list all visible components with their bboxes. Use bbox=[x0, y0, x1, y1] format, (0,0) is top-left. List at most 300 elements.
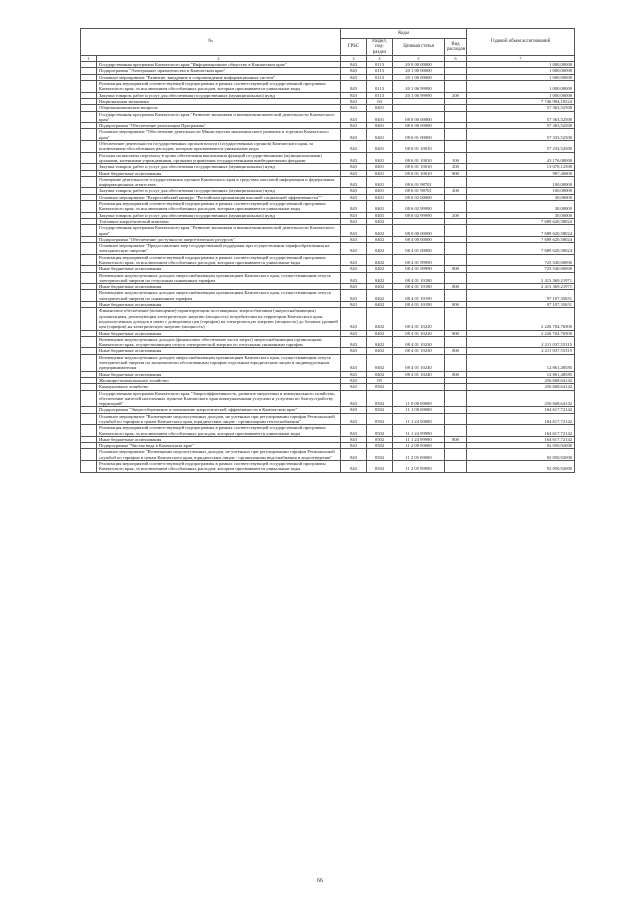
row-target-cell: 20 1 00 00000 bbox=[393, 68, 445, 74]
row-index-cell bbox=[81, 449, 97, 461]
row-target-cell: 08 4 01 00000 bbox=[393, 243, 445, 255]
table-row bbox=[81, 225, 575, 237]
row-target-cell: 20 1 06 99990 bbox=[393, 92, 445, 98]
row-amount-cell: 7 689 620,58024 bbox=[467, 225, 575, 237]
header-amount: Годовой объем ассигнований bbox=[467, 29, 575, 56]
col-num-6: 6 bbox=[445, 55, 467, 61]
row-index-cell bbox=[81, 461, 97, 473]
row-exp-type-cell bbox=[445, 425, 467, 437]
row-target-cell: 08 6 01 10010 bbox=[393, 152, 445, 164]
row-exp-type-cell bbox=[445, 413, 467, 425]
row-index-cell bbox=[81, 425, 97, 437]
row-index-cell bbox=[81, 176, 97, 188]
row-target-cell: 08 4 01 10240 bbox=[393, 354, 445, 371]
row-grbs-cell: 843 bbox=[341, 152, 367, 164]
row-amount-cell: 1 000,00000 bbox=[467, 81, 575, 93]
row-amount-cell: 92 050,92000 bbox=[467, 443, 575, 449]
header-number: № bbox=[81, 29, 341, 56]
row-index-cell bbox=[81, 152, 97, 164]
table-row bbox=[81, 413, 575, 425]
row-index-cell bbox=[81, 201, 97, 213]
row-index-cell bbox=[81, 272, 97, 284]
row-section-cell: 04 bbox=[367, 98, 393, 104]
row-name-cell: Подпрограмма "Электронное правительство в Камчатском крае" bbox=[97, 68, 341, 74]
row-amount-cell: 2 413 369,21971 bbox=[467, 284, 575, 290]
row-name-cell: Закупка товаров, работ и услуг для обеспечения государственных (муниципальных) нужд bbox=[97, 164, 341, 170]
table-row bbox=[81, 290, 575, 302]
row-exp-type-cell: 800 bbox=[445, 436, 467, 442]
row-exp-type-cell bbox=[445, 176, 467, 188]
row-amount-cell: 100,00000 bbox=[467, 176, 575, 188]
row-grbs-cell: 843 bbox=[341, 254, 367, 266]
table-body bbox=[81, 62, 575, 472]
row-name-cell: Закупка товаров, работ и услуг для обеспечения государственных (муниципальных) нужд bbox=[97, 212, 341, 218]
row-name-cell: Основное мероприятие "Развитие, внедрение и сопровождение информационных систем" bbox=[97, 74, 341, 80]
table-row bbox=[81, 272, 575, 284]
row-exp-type-cell: 800 bbox=[445, 266, 467, 272]
row-name-cell: Возмещение недополученных доходов энергоснабжающим организациям Камчатского края, осуществляющим отпуск электрической энергии по сниженным тарифам bbox=[97, 290, 341, 302]
row-exp-type-cell: 800 bbox=[445, 371, 467, 377]
row-section-cell: 0113 bbox=[367, 68, 393, 74]
row-amount-cell: 1 000,00000 bbox=[467, 92, 575, 98]
row-grbs-cell: 843 bbox=[341, 176, 367, 188]
row-name-cell: Жилищно-коммунальное хозяйство bbox=[97, 377, 341, 383]
row-target-cell: 08 4 01 10220 bbox=[393, 308, 445, 330]
row-section-cell: 0402 bbox=[367, 330, 393, 336]
row-amount-cell: 725 540,00000 bbox=[467, 254, 575, 266]
row-target-cell: 08 6 01 98701 bbox=[393, 188, 445, 194]
row-exp-type-cell bbox=[445, 141, 467, 153]
row-amount-cell: 725 540,00000 bbox=[467, 266, 575, 272]
row-grbs-cell: 843 bbox=[341, 123, 367, 129]
row-amount-cell: 7 689 620,58024 bbox=[467, 243, 575, 255]
row-name-cell: Государственная программа Камчатского края "Развитие экономики и внешнеэкономической деятельности Камчатского края" bbox=[97, 225, 341, 237]
row-section-cell: 0113 bbox=[367, 81, 393, 93]
row-section-cell: 0401 bbox=[367, 111, 393, 123]
row-name-cell: Реализация мероприятий соответствующей подпрограммы в рамках соответствующей государственной программы Камчатского края, за исключением обособленных расходов, которым присваиваются уникальные коды bbox=[97, 425, 341, 437]
row-amount-cell: 13 070,12500 bbox=[467, 164, 575, 170]
row-grbs-cell: 843 bbox=[341, 74, 367, 80]
row-target-cell: 08 4 01 10190 bbox=[393, 290, 445, 302]
row-exp-type-cell bbox=[445, 243, 467, 255]
header-codes: Коды bbox=[341, 29, 467, 39]
row-name-cell: Реализация мероприятий соответствующей подпрограммы в рамках соответствующей государственной программы Камчатского края, за исключением обособленных расходов, которым присваиваются уникальные коды bbox=[97, 461, 341, 473]
row-name-cell: Иные бюджетные ассигнования bbox=[97, 436, 341, 442]
row-section-cell: 0401 bbox=[367, 129, 393, 141]
row-exp-type-cell: 800 bbox=[445, 330, 467, 336]
header-exp-type: Вид расходов bbox=[445, 39, 467, 56]
row-grbs-cell: 843 bbox=[341, 266, 367, 272]
row-name-cell: Государственная программа Камчатского края "Энергоэффективность, развитие энергетики и коммунального хозяйства, обеспечение жителей населенных пунктов Камчатского края коммунальными услугами и услугами по благоустройству территорий" bbox=[97, 390, 341, 407]
row-grbs-cell: 843 bbox=[341, 141, 367, 153]
row-amount-cell: 2 226 704,76500 bbox=[467, 308, 575, 330]
row-grbs-cell: 843 bbox=[341, 354, 367, 371]
col-num-2: 2 bbox=[97, 55, 341, 61]
header-section: Раздел, под-раздел bbox=[367, 39, 393, 56]
row-name-cell: Топливно-энергетический комплекс bbox=[97, 218, 341, 224]
row-exp-type-cell bbox=[445, 461, 467, 473]
row-grbs-cell: 843 bbox=[341, 129, 367, 141]
row-target-cell: 08 4 01 99990 bbox=[393, 254, 445, 266]
row-exp-type-cell bbox=[445, 390, 467, 407]
row-name-cell: Основное мероприятие "Всероссийский конкурс "Российская организация высокой социальной эффективности"" bbox=[97, 194, 341, 200]
row-section-cell: 0401 bbox=[367, 141, 393, 153]
row-amount-cell: 57 363,52500 bbox=[467, 123, 575, 129]
row-name-cell: Обеспечение деятельности государственных органов власти (государственных органов) Камчатского края, за исключением обособленных расходов, которым присваиваются уникальные коды bbox=[97, 141, 341, 153]
row-target-cell: 08 6 01 98701 bbox=[393, 176, 445, 188]
row-name-cell: Возмещение недополученных доходов (финансовое обеспечение части затрат) энергоснабжающим организациям Камчатского края, осуществляющим отпуск электрической энергии по отпускным сниженным тарифам bbox=[97, 336, 341, 348]
row-amount-cell: 30,00000 bbox=[467, 212, 575, 218]
row-section-cell: 0402 bbox=[367, 236, 393, 242]
row-section-cell: 0502 bbox=[367, 384, 393, 390]
row-exp-type-cell bbox=[445, 225, 467, 237]
row-target-cell: 08 4 01 10180 bbox=[393, 272, 445, 284]
row-target-cell: 11 1 00 00000 bbox=[393, 407, 445, 413]
row-section-cell: 0401 bbox=[367, 123, 393, 129]
row-section-cell: 0402 bbox=[367, 243, 393, 255]
row-target-cell: 08 6 02 00000 bbox=[393, 194, 445, 200]
table-row bbox=[81, 308, 575, 330]
row-section-cell: 0113 bbox=[367, 74, 393, 80]
row-target-cell: 08 4 01 10180 bbox=[393, 284, 445, 290]
row-target-cell: 11 2 00 00000 bbox=[393, 443, 445, 449]
row-grbs-cell: 843 bbox=[341, 272, 367, 284]
row-name-cell: Иные бюджетные ассигнования bbox=[97, 170, 341, 176]
row-amount-cell: 43 176,00000 bbox=[467, 152, 575, 164]
row-name-cell: Финансовое обеспечение (возмещение) гарантирующим поставщикам, энергосбытовым (энергоснабжающим) организациям, реализующим электрическую энергию (мощность) потребителям на территории Камчатского края, недополученных доходов в связи с доведением цен (тарифов) на электрическую энергию (мощность) до базовых уровней цен (тарифов) на электрическую энергию (мощность) bbox=[97, 308, 341, 330]
row-amount-cell: 92 050,92000 bbox=[467, 449, 575, 461]
row-section-cell: 0402 bbox=[367, 302, 393, 308]
row-section-cell: 0401 bbox=[367, 164, 393, 170]
row-amount-cell: 1 000,00000 bbox=[467, 68, 575, 74]
table-row bbox=[81, 254, 575, 266]
row-amount-cell: 2 211 037,55315 bbox=[467, 348, 575, 354]
row-name-cell: Реализация мероприятий соответствующей подпрограммы в рамках соответствующей государственной программы Камчатского края, за исключением обособленных расходов, которым присваиваются уникальные коды bbox=[97, 81, 341, 93]
row-target-cell: 20 0 00 00000 bbox=[393, 62, 445, 68]
row-amount-cell: 256 668,64142 bbox=[467, 390, 575, 407]
row-section-cell: 0402 bbox=[367, 371, 393, 377]
table-row bbox=[81, 336, 575, 348]
row-grbs-cell: 843 bbox=[341, 62, 367, 68]
row-name-cell: Реализация мероприятий соответствующей подпрограммы в рамках соответствующей государственной программы Камчатского края, за исключением обособленных расходов, которым присваиваются уникальные коды bbox=[97, 254, 341, 266]
table-row bbox=[81, 425, 575, 437]
row-amount-cell: 1 000,00000 bbox=[467, 62, 575, 68]
row-name-cell: Расходы на выплаты персоналу в целях обеспечения выполнения функций государственными (муниципальными) органами, казенными учреждениями, органами управления государственными внебюджетными фондами bbox=[97, 152, 341, 164]
table-row bbox=[81, 176, 575, 188]
row-name-cell: Основное мероприятие "Обеспечение деятельности Министерства экономического развития и торговли Камчатского края" bbox=[97, 129, 341, 141]
row-section-cell: 0401 bbox=[367, 188, 393, 194]
row-section-cell: 0502 bbox=[367, 390, 393, 407]
row-grbs-cell: 843 bbox=[341, 218, 367, 224]
row-exp-type-cell: 100 bbox=[445, 152, 467, 164]
row-exp-type-cell bbox=[445, 354, 467, 371]
row-amount-cell: 256 668,64142 bbox=[467, 377, 575, 383]
row-section-cell: 0402 bbox=[367, 290, 393, 302]
row-exp-type-cell: 200 bbox=[445, 212, 467, 218]
row-amount-cell: 57 233,52500 bbox=[467, 141, 575, 153]
row-amount-cell: 57 333,52500 bbox=[467, 129, 575, 141]
row-index-cell bbox=[81, 129, 97, 141]
row-target-cell: 20 1 06 00000 bbox=[393, 74, 445, 80]
row-exp-type-cell bbox=[445, 111, 467, 123]
row-index-cell bbox=[81, 390, 97, 407]
row-section-cell: 0402 bbox=[367, 354, 393, 371]
row-section-cell: 0113 bbox=[367, 62, 393, 68]
row-target-cell: 08 4 01 10190 bbox=[393, 302, 445, 308]
row-section-cell: 0502 bbox=[367, 461, 393, 473]
row-index-cell bbox=[81, 336, 97, 348]
row-name-cell: Подпрограмма "Обеспечение доступности энергетических ресурсов" bbox=[97, 236, 341, 242]
row-grbs-cell: 843 bbox=[341, 413, 367, 425]
row-name-cell: Иные бюджетные ассигнования bbox=[97, 371, 341, 377]
row-amount-cell: 97 107,35651 bbox=[467, 302, 575, 308]
row-target-cell: 20 1 06 99990 bbox=[393, 81, 445, 93]
row-amount-cell: 1 000,00000 bbox=[467, 74, 575, 80]
row-target-cell: 11 2 05 00000 bbox=[393, 449, 445, 461]
row-section-cell: 0402 bbox=[367, 336, 393, 348]
row-amount-cell: 30,00000 bbox=[467, 201, 575, 213]
row-amount-cell: 987,40000 bbox=[467, 170, 575, 176]
row-target-cell: 08 4 01 99990 bbox=[393, 266, 445, 272]
table-row bbox=[81, 111, 575, 123]
row-name-cell: Государственная программа Камчатского края "Развитие экономики и внешнеэкономической деятельности Камчатского края" bbox=[97, 111, 341, 123]
row-grbs-cell: 843 bbox=[341, 443, 367, 449]
row-grbs-cell: 843 bbox=[341, 384, 367, 390]
row-name-cell: Возмещение недополученных доходов энергоснабжающим организациям Камчатского края, осуществляющим отпуск электрической энергии по отпускным сниженным тарифам bbox=[97, 272, 341, 284]
row-exp-type-cell bbox=[445, 254, 467, 266]
row-name-cell: Подпрограмма "Обеспечение реализации Программы" bbox=[97, 123, 341, 129]
row-grbs-cell: 843 bbox=[341, 105, 367, 111]
row-grbs-cell: 843 bbox=[341, 449, 367, 461]
row-grbs-cell: 843 bbox=[341, 92, 367, 98]
row-exp-type-cell bbox=[445, 449, 467, 461]
row-grbs-cell: 843 bbox=[341, 436, 367, 442]
col-num-7: 7 bbox=[467, 55, 575, 61]
row-target-cell: 11 0 00 00000 bbox=[393, 390, 445, 407]
row-amount-cell: 2 413 369,21971 bbox=[467, 272, 575, 284]
col-num-4: 4 bbox=[367, 55, 393, 61]
row-name-cell: Основное мероприятие "Возмещение недополученных доходов, не учтенных при регулировании тарифов Региональной службой по тарифам и ценам Камчатского края, юридическим лицам - организациям теплоснабжения" bbox=[97, 413, 341, 425]
row-amount-cell: 57 363,52500 bbox=[467, 111, 575, 123]
row-target-cell: 08 4 01 10240 bbox=[393, 371, 445, 377]
row-target-cell: 08 6 02 99990 bbox=[393, 212, 445, 218]
row-section-cell: 0402 bbox=[367, 266, 393, 272]
row-index-cell bbox=[81, 111, 97, 123]
row-index-cell bbox=[81, 225, 97, 237]
row-target-cell: 11 1 24 99990 bbox=[393, 425, 445, 437]
row-index-cell bbox=[81, 308, 97, 330]
row-amount-cell: 7 689 620,58024 bbox=[467, 218, 575, 224]
row-amount-cell: 12 861,48585 bbox=[467, 354, 575, 371]
table-header-row bbox=[81, 29, 575, 39]
row-grbs-cell: 843 bbox=[341, 225, 367, 237]
row-amount-cell: 100,00000 bbox=[467, 188, 575, 194]
row-grbs-cell: 843 bbox=[341, 81, 367, 93]
table-row bbox=[81, 390, 575, 407]
row-name-cell: Иные бюджетные ассигнования bbox=[97, 330, 341, 336]
row-section-cell: 05 bbox=[367, 377, 393, 383]
row-index-cell bbox=[81, 141, 97, 153]
row-target-cell: 08 4 01 10230 bbox=[393, 336, 445, 348]
row-section-cell: 0401 bbox=[367, 212, 393, 218]
row-amount-cell: 164 617,72142 bbox=[467, 436, 575, 442]
page-number: 66 bbox=[317, 878, 323, 884]
row-grbs-cell: 843 bbox=[341, 188, 367, 194]
row-exp-type-cell: 200 bbox=[445, 92, 467, 98]
row-grbs-cell: 843 bbox=[341, 390, 367, 407]
row-index-cell bbox=[81, 354, 97, 371]
row-amount-cell: 164 617,72142 bbox=[467, 413, 575, 425]
row-grbs-cell: 843 bbox=[341, 336, 367, 348]
row-grbs-cell: 843 bbox=[341, 371, 367, 377]
row-section-cell: 0402 bbox=[367, 284, 393, 290]
row-exp-type-cell: 200 bbox=[445, 164, 467, 170]
table-row bbox=[81, 461, 575, 473]
row-section-cell: 0502 bbox=[367, 425, 393, 437]
row-grbs-cell: 843 bbox=[341, 290, 367, 302]
row-target-cell: 08 4 00 00000 bbox=[393, 236, 445, 242]
row-exp-type-cell: 200 bbox=[445, 188, 467, 194]
row-target-cell: 08 6 02 99990 bbox=[393, 201, 445, 213]
row-target-cell: 08 0 00 00000 bbox=[393, 225, 445, 237]
row-section-cell: 0502 bbox=[367, 449, 393, 461]
row-grbs-cell: 843 bbox=[341, 425, 367, 437]
row-amount-cell: 12 861,48585 bbox=[467, 371, 575, 377]
row-section-cell: 0401 bbox=[367, 201, 393, 213]
col-num-5: 5 bbox=[393, 55, 445, 61]
row-target-cell: 08 6 00 00000 bbox=[393, 123, 445, 129]
row-name-cell: Подпрограмма "Энергосбережение и повышение энергетической эффективности в Камчатском крае" bbox=[97, 407, 341, 413]
row-grbs-cell: 843 bbox=[341, 243, 367, 255]
table-row bbox=[81, 354, 575, 371]
row-name-cell: Иные бюджетные ассигнования bbox=[97, 302, 341, 308]
row-exp-type-cell bbox=[445, 272, 467, 284]
table-row bbox=[81, 141, 575, 153]
row-section-cell: 0401 bbox=[367, 194, 393, 200]
row-name-cell: Закупка товаров, работ и услуг для обеспечения государственных (муниципальных) нужд bbox=[97, 188, 341, 194]
row-exp-type-cell bbox=[445, 290, 467, 302]
header-grbs: ГРБС bbox=[341, 39, 367, 56]
row-exp-type-cell bbox=[445, 129, 467, 141]
row-grbs-cell: 843 bbox=[341, 164, 367, 170]
row-exp-type-cell: 800 bbox=[445, 170, 467, 176]
row-grbs-cell: 843 bbox=[341, 194, 367, 200]
row-section-cell: 0502 bbox=[367, 407, 393, 413]
row-name-cell: Основное мероприятие "Возмещение недополученных доходов, не учтенных при регулировании тарифов Региональной службой по тарифам и ценам Камчатского края, юридическим лицам - организациям водоснабжения и водоотведения" bbox=[97, 449, 341, 461]
row-grbs-cell: 843 bbox=[341, 377, 367, 383]
row-amount-cell: 2 226 704,76500 bbox=[467, 330, 575, 336]
row-section-cell: 0402 bbox=[367, 348, 393, 354]
row-section-cell: 0402 bbox=[367, 308, 393, 330]
row-amount-cell: 164 617,72142 bbox=[467, 425, 575, 437]
row-target-cell: 08 6 01 10010 bbox=[393, 141, 445, 153]
row-index-cell bbox=[81, 81, 97, 93]
row-amount-cell: 30,00000 bbox=[467, 194, 575, 200]
table-row bbox=[81, 152, 575, 164]
row-grbs-cell: 843 bbox=[341, 284, 367, 290]
row-amount-cell: 92 050,92000 bbox=[467, 461, 575, 473]
row-target-cell: 08 6 01 00000 bbox=[393, 129, 445, 141]
row-grbs-cell: 843 bbox=[341, 407, 367, 413]
row-exp-type-cell bbox=[445, 201, 467, 213]
row-name-cell: Основное мероприятие "Предоставление мер государственной поддержки при осуществлении тарифообразования на электрическую энергию" bbox=[97, 243, 341, 255]
col-num-1: 1 bbox=[81, 55, 97, 61]
row-name-cell: Иные бюджетные ассигнования bbox=[97, 348, 341, 354]
budget-table-sheet bbox=[80, 28, 574, 473]
row-amount-cell: 2 211 037,55315 bbox=[467, 336, 575, 348]
row-name-cell: Иные бюджетные ассигнования bbox=[97, 266, 341, 272]
budget-table bbox=[80, 28, 575, 473]
row-exp-type-cell: 800 bbox=[445, 348, 467, 354]
row-exp-type-cell bbox=[445, 81, 467, 93]
row-target-cell: 08 4 01 10220 bbox=[393, 330, 445, 336]
row-exp-type-cell bbox=[445, 308, 467, 330]
row-grbs-cell: 843 bbox=[341, 348, 367, 354]
row-amount-cell: 57 363,52500 bbox=[467, 105, 575, 111]
row-section-cell: 0401 bbox=[367, 170, 393, 176]
row-grbs-cell: 843 bbox=[341, 68, 367, 74]
row-section-cell: 0401 bbox=[367, 105, 393, 111]
row-name-cell: Коммунальное хозяйство bbox=[97, 384, 341, 390]
table-row bbox=[81, 201, 575, 213]
row-section-cell: 0402 bbox=[367, 254, 393, 266]
row-section-cell: 0401 bbox=[367, 176, 393, 188]
table-row bbox=[81, 449, 575, 461]
row-grbs-cell: 843 bbox=[341, 308, 367, 330]
row-amount-cell: 7 746 984,10524 bbox=[467, 98, 575, 104]
row-grbs-cell: 843 bbox=[341, 330, 367, 336]
row-target-cell: 08 0 00 00000 bbox=[393, 111, 445, 123]
row-name-cell: Общеэкономические вопросы bbox=[97, 105, 341, 111]
header-target: Целевая статья bbox=[393, 39, 445, 56]
row-section-cell: 0502 bbox=[367, 413, 393, 425]
row-index-cell bbox=[81, 290, 97, 302]
row-target-cell: 08 6 01 10010 bbox=[393, 170, 445, 176]
row-target-cell: 08 4 01 10230 bbox=[393, 348, 445, 354]
row-amount-cell: 164 617,72142 bbox=[467, 407, 575, 413]
table-row bbox=[81, 243, 575, 255]
row-section-cell: 0113 bbox=[367, 92, 393, 98]
row-section-cell: 0502 bbox=[367, 443, 393, 449]
row-amount-cell: 97 107,35651 bbox=[467, 290, 575, 302]
row-index-cell bbox=[81, 413, 97, 425]
row-name-cell: Реализация мероприятий соответствующей подпрограммы в рамках соответствующей государственной программы Камчатского края, за исключением обособленных расходов, которым присваиваются уникальные коды bbox=[97, 201, 341, 213]
row-name-cell: Подпрограмма "Чистая вода в Камчатском крае" bbox=[97, 443, 341, 449]
row-target-cell: 11 1 24 99990 bbox=[393, 436, 445, 442]
row-name-cell: Государственная программа Камчатского края "Информационное общество в Камчатском крае" bbox=[97, 62, 341, 68]
table-row bbox=[81, 129, 575, 141]
row-target-cell: 11 2 05 99990 bbox=[393, 461, 445, 473]
row-target-cell: 08 6 01 10010 bbox=[393, 164, 445, 170]
row-grbs-cell: 843 bbox=[341, 201, 367, 213]
row-target-cell: 11 1 24 00000 bbox=[393, 413, 445, 425]
row-section-cell: 0402 bbox=[367, 272, 393, 284]
row-grbs-cell: 843 bbox=[341, 212, 367, 218]
row-grbs-cell: 843 bbox=[341, 302, 367, 308]
row-section-cell: 0402 bbox=[367, 225, 393, 237]
row-amount-cell: 7 689 620,58024 bbox=[467, 236, 575, 242]
row-name-cell: Закупка товаров, работ и услуг для обеспечения государственных (муниципальных) нужд bbox=[97, 92, 341, 98]
col-num-3: 3 bbox=[341, 55, 367, 61]
row-name-cell: Национальная экономика bbox=[97, 98, 341, 104]
row-grbs-cell: 843 bbox=[341, 98, 367, 104]
row-section-cell: 0401 bbox=[367, 152, 393, 164]
row-exp-type-cell: 800 bbox=[445, 284, 467, 290]
row-grbs-cell: 843 bbox=[341, 111, 367, 123]
row-grbs-cell: 843 bbox=[341, 461, 367, 473]
row-name-cell: Освещение деятельности государственных органов Камчатского края в средствах массовой информации и федеральных информационных агентствах bbox=[97, 176, 341, 188]
table-row bbox=[81, 81, 575, 93]
